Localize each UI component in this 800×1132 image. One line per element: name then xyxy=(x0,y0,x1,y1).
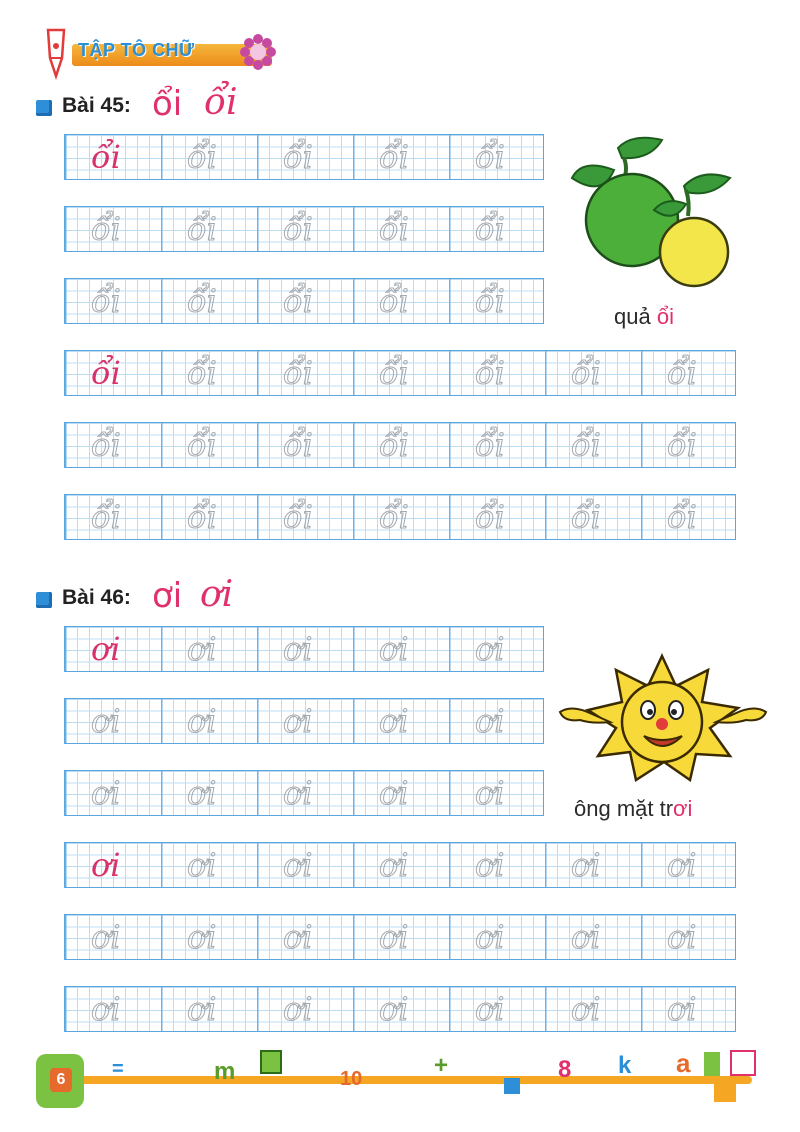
practice-cell xyxy=(161,843,257,887)
footer-eight: 8 xyxy=(558,1056,572,1083)
trace-word: ổi xyxy=(667,498,697,536)
sample-word: ơi xyxy=(91,630,121,668)
trace-word: ổi xyxy=(379,282,409,320)
practice-cell xyxy=(65,135,161,179)
trace-word: ơi xyxy=(187,918,217,956)
trace-word: ơi xyxy=(187,990,217,1028)
practice-cell xyxy=(257,495,353,539)
practice-cell xyxy=(449,279,545,323)
practice-cell xyxy=(449,699,545,743)
trace-word: ổi xyxy=(667,426,697,464)
trace-word: ơi xyxy=(475,630,505,668)
trace-word: ổi xyxy=(379,138,409,176)
practice-cell xyxy=(353,627,449,671)
green-square xyxy=(260,1050,282,1074)
trace-word: ổi xyxy=(91,282,121,320)
footer-ten: 10 xyxy=(340,1068,363,1090)
practice-row xyxy=(64,626,544,672)
practice-cell xyxy=(449,987,545,1031)
practice-cell xyxy=(257,771,353,815)
practice-cell xyxy=(353,279,449,323)
trace-word: ổi xyxy=(475,354,505,392)
practice-cell xyxy=(641,351,737,395)
trace-word: ơi xyxy=(475,990,505,1028)
trace-word: ổi xyxy=(187,210,217,248)
trace-word: ổi xyxy=(475,498,505,536)
practice-cell xyxy=(257,915,353,959)
practice-cell xyxy=(449,627,545,671)
practice-cell xyxy=(257,423,353,467)
practice-cell xyxy=(161,699,257,743)
sample-word: ơi xyxy=(91,846,121,884)
practice-row xyxy=(64,986,736,1032)
practice-cell xyxy=(353,699,449,743)
caption-highlight: ơi xyxy=(673,796,693,821)
trace-word: ơi xyxy=(91,990,121,1028)
trace-word: ơi xyxy=(283,630,313,668)
trace-word: ổi xyxy=(379,354,409,392)
practice-cell xyxy=(161,627,257,671)
pencil-icon xyxy=(38,24,74,80)
trace-word: ơi xyxy=(667,990,697,1028)
trace-word: ổi xyxy=(187,138,217,176)
trace-word: ơi xyxy=(283,774,313,812)
trace-word: ổi xyxy=(571,498,601,536)
trace-word: ơi xyxy=(187,774,217,812)
practice-cell xyxy=(353,843,449,887)
trace-word: ơi xyxy=(187,702,217,740)
trace-word: ơi xyxy=(379,774,409,812)
practice-cell xyxy=(161,423,257,467)
page-footer xyxy=(36,1044,776,1116)
practice-cell xyxy=(641,495,737,539)
trace-word: ổi xyxy=(91,210,121,248)
lesson-bullet xyxy=(36,100,52,116)
trace-word: ổi xyxy=(571,426,601,464)
caption-text: quả xyxy=(614,304,657,329)
trace-word: ổi xyxy=(283,138,313,176)
trace-word: ổi xyxy=(91,426,121,464)
trace-word: ổi xyxy=(187,426,217,464)
trace-word: ổi xyxy=(283,426,313,464)
practice-cell xyxy=(161,207,257,251)
caption-45 xyxy=(614,304,674,330)
practice-cell xyxy=(65,495,161,539)
flower-icon xyxy=(238,32,278,72)
trace-word: ơi xyxy=(91,702,121,740)
caption-text: ông mặt tr xyxy=(574,796,674,821)
practice-cell xyxy=(641,915,737,959)
sample-word: ổi xyxy=(91,354,121,392)
practice-row xyxy=(64,770,544,816)
practice-cell xyxy=(545,987,641,1031)
trace-word: ổi xyxy=(187,282,217,320)
blue-square xyxy=(504,1078,520,1094)
practice-cell xyxy=(257,699,353,743)
trace-word: ơi xyxy=(667,846,697,884)
practice-cell xyxy=(353,207,449,251)
practice-cell xyxy=(257,351,353,395)
practice-cell xyxy=(65,987,161,1031)
lesson-label: Bài 45: xyxy=(62,94,131,117)
sample-word: ổi xyxy=(91,138,121,176)
practice-cell xyxy=(161,915,257,959)
practice-cell xyxy=(161,351,257,395)
trace-word: ơi xyxy=(283,990,313,1028)
trace-word: ơi xyxy=(379,702,409,740)
practice-cell xyxy=(545,843,641,887)
practice-row xyxy=(64,698,544,744)
sun-illustration xyxy=(552,652,774,782)
lesson-print-word: ơi xyxy=(152,576,183,616)
practice-cell xyxy=(353,423,449,467)
guava-illustration xyxy=(562,128,752,288)
practice-cell xyxy=(545,915,641,959)
trace-word: ổi xyxy=(379,210,409,248)
practice-cell xyxy=(65,843,161,887)
footer-k: k xyxy=(618,1052,632,1079)
trace-word: ổi xyxy=(187,354,217,392)
trace-word: ơi xyxy=(379,918,409,956)
trace-word: ơi xyxy=(475,918,505,956)
trace-word: ổi xyxy=(475,282,505,320)
practice-cell xyxy=(65,279,161,323)
trace-word: ơi xyxy=(571,990,601,1028)
trace-word: ơi xyxy=(475,846,505,884)
practice-cell xyxy=(449,771,545,815)
practice-cell xyxy=(161,135,257,179)
practice-cell xyxy=(353,351,449,395)
practice-cell xyxy=(449,351,545,395)
trace-word: ơi xyxy=(667,918,697,956)
trace-word: ổi xyxy=(283,498,313,536)
trace-word: ơi xyxy=(283,846,313,884)
lesson-print-word: ổi xyxy=(152,84,183,124)
practice-cell xyxy=(449,843,545,887)
practice-cell xyxy=(65,627,161,671)
practice-cell xyxy=(257,207,353,251)
caption-highlight: ổi xyxy=(656,304,674,329)
practice-cell xyxy=(257,843,353,887)
trace-word: ổi xyxy=(667,354,697,392)
trace-word: ổi xyxy=(187,498,217,536)
practice-cell xyxy=(161,987,257,1031)
page-number: 6 xyxy=(50,1068,72,1092)
practice-cell xyxy=(353,915,449,959)
practice-cell xyxy=(257,987,353,1031)
practice-cell xyxy=(257,135,353,179)
trace-word: ơi xyxy=(379,990,409,1028)
practice-cell xyxy=(65,351,161,395)
practice-cell xyxy=(65,699,161,743)
practice-row xyxy=(64,278,544,324)
practice-cell xyxy=(545,351,641,395)
trace-word: ơi xyxy=(379,630,409,668)
practice-cell xyxy=(449,135,545,179)
trace-word: ơi xyxy=(571,918,601,956)
practice-cell xyxy=(641,987,737,1031)
footer-plus: + xyxy=(434,1052,449,1079)
trace-word: ổi xyxy=(379,498,409,536)
practice-cell xyxy=(449,915,545,959)
trace-word: ổi xyxy=(91,498,121,536)
trace-word: ơi xyxy=(379,846,409,884)
trace-word: ơi xyxy=(283,702,313,740)
practice-row xyxy=(64,350,736,396)
caption-46 xyxy=(574,796,692,822)
footer-bar xyxy=(72,1076,752,1084)
practice-cell xyxy=(641,843,737,887)
trace-word: ơi xyxy=(283,918,313,956)
trace-word: ơi xyxy=(187,630,217,668)
footer-a: a xyxy=(676,1048,691,1078)
practice-cell xyxy=(161,279,257,323)
lesson-label: Bài 46: xyxy=(62,586,131,609)
trace-word: ơi xyxy=(475,702,505,740)
practice-cell xyxy=(353,135,449,179)
practice-cell xyxy=(257,627,353,671)
practice-cell xyxy=(545,423,641,467)
trace-word: ơi xyxy=(571,846,601,884)
practice-row xyxy=(64,206,544,252)
orange-square xyxy=(714,1080,736,1102)
practice-row xyxy=(64,134,544,180)
practice-cell xyxy=(161,495,257,539)
practice-row xyxy=(64,494,736,540)
practice-cell xyxy=(65,915,161,959)
lesson-cursive-word: ổi xyxy=(204,82,238,123)
practice-cell xyxy=(161,771,257,815)
trace-word: ổi xyxy=(475,210,505,248)
trace-word: ổi xyxy=(283,282,313,320)
trace-word: ơi xyxy=(91,774,121,812)
trace-word: ổi xyxy=(475,426,505,464)
practice-cell xyxy=(65,207,161,251)
practice-cell xyxy=(65,771,161,815)
trace-word: ơi xyxy=(91,918,121,956)
trace-word: ổi xyxy=(571,354,601,392)
practice-cell xyxy=(257,279,353,323)
practice-cell xyxy=(641,423,737,467)
footer-m: m xyxy=(214,1058,236,1085)
green-block xyxy=(704,1052,720,1076)
trace-word: ổi xyxy=(379,426,409,464)
practice-cell xyxy=(449,495,545,539)
practice-cell xyxy=(449,207,545,251)
lesson-cursive-word: ơi xyxy=(200,574,234,615)
practice-cell xyxy=(449,423,545,467)
footer-equals: = xyxy=(112,1058,124,1080)
pink-square xyxy=(730,1050,756,1076)
trace-word: ổi xyxy=(475,138,505,176)
practice-cell xyxy=(353,987,449,1031)
practice-cell xyxy=(65,423,161,467)
trace-word: ơi xyxy=(187,846,217,884)
practice-cell xyxy=(353,495,449,539)
practice-cell xyxy=(545,495,641,539)
trace-word: ơi xyxy=(475,774,505,812)
trace-word: ổi xyxy=(283,210,313,248)
trace-word: ổi xyxy=(283,354,313,392)
header-title: TẬP TÔ CHỮ xyxy=(78,40,195,60)
practice-row xyxy=(64,422,736,468)
practice-row xyxy=(64,914,736,960)
page-header xyxy=(38,22,288,80)
lesson-bullet xyxy=(36,592,52,608)
practice-row xyxy=(64,842,736,888)
practice-cell xyxy=(353,771,449,815)
